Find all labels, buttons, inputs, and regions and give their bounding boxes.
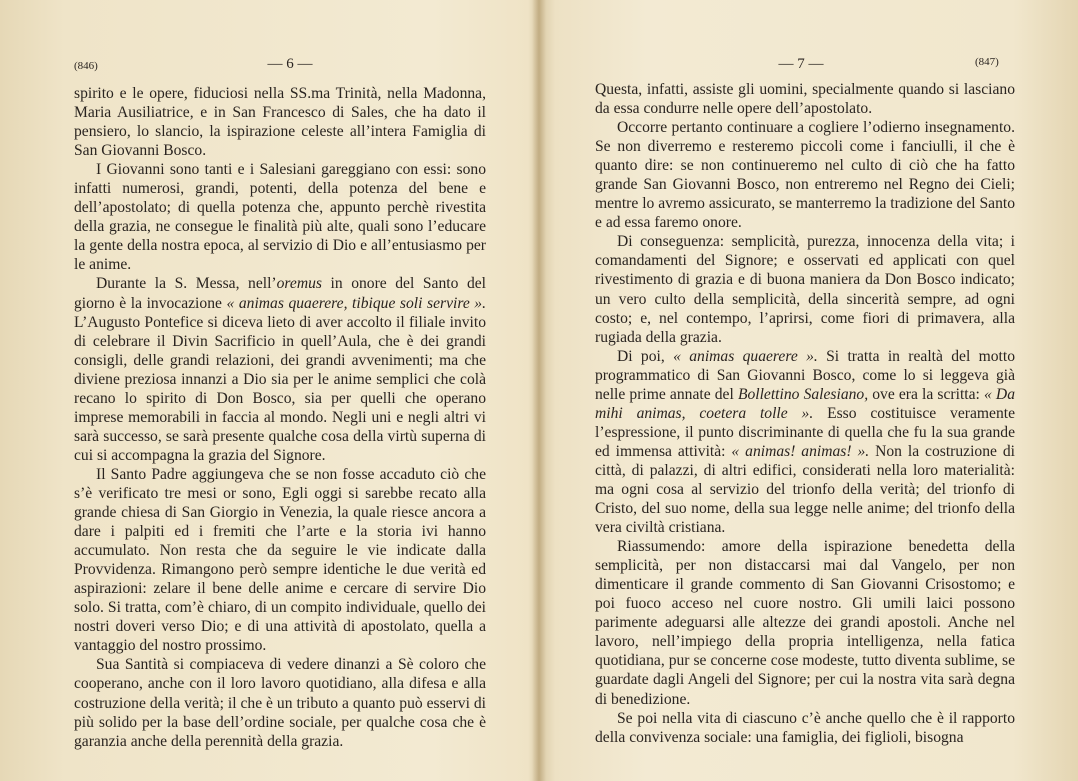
italic-quote: « animas quaerere, tibique soli servire ». — [226, 294, 486, 312]
italic-quote: « animas! animas! ». — [731, 442, 870, 460]
italic-quote: « Da mihi animas, coetera tolle ». — [595, 385, 1015, 422]
text-run: Di poi, — [617, 347, 674, 365]
right-page-folio: — 7 — — [778, 56, 824, 72]
left-page — [0, 0, 535, 781]
text-run: Si tratta in realtà del motto programmatico di San Giovanni Bosco, come lo si leggeva già nelle prime annate del — [595, 347, 1016, 403]
right-page-number-parenthetical: (847) — [975, 56, 999, 68]
paragraph: Riassumendo: amore della ispirazione benedetta della semplicità, per non distaccarsi mai dal Vangelo, per non dimenticare il grande commento di San Giovanni Crisostomo; e poi fuoco acceso nel cuore nostro. Gli umili laici possono parimente adeguarsi alle altezze dei grandi apostoli. Anche nel lavoro, nell’impiego della propria intelligenza, nella fatica quotidiana, pur se concerne cose modeste, tutto diventa sublime, se guardate dagli Angeli del Signore; per cui la nostra vita sarà degna di benedizione. — [595, 538, 1015, 708]
text-run: L’Augusto Pontefice si diceva lieto di aver accolto il filiale invito di celebrare il Divin Sacrificio in quell’Aula, che è dei grandi consigli, delle grandi relazioni, dei grandi avvenimenti; ma che diviene preziosa innanzi a Dio sia per le anime semplici che colà recano lo spirito di Don Bosco, sia per quelli che operano imprese memorabili in faccia al mondo. Negli uni e negli altri vi sarà successo, se sarà presente qualche cosa della virtù superna di cui si accompagna la grazia del Signore. — [74, 313, 486, 464]
paragraph: spirito e le opere, fiduciosi nella SS.ma Trinità, nella Madonna, Maria Ausiliatrice, e in San Francesco di Sales, che ha dato il pensiero, lo slancio, la ispirazione celeste all’intera Famiglia di San Giovanni Bosco. — [74, 85, 486, 160]
paragraph: Se poi nella vita di ciascuno c’è anche quello che è il rapporto della convivenza sociale: una famiglia, dei figlioli, bisogna — [595, 709, 1015, 746]
left-page-body — [74, 84, 486, 751]
paragraph: Il Santo Padre aggiungeva che se non fosse accaduto ciò che s’è verificato tre mesi or sono, Egli oggi si sarebbe recato alla grande chiesa di San Giorgio in Venezia, la quale riesce ancora a dare i palpiti ed i fremiti che l’arte e la storia ivi hanno accumulato. Non resta che da seguire le vie indicate dalla Provvidenza. Rimangono però sempre identiche le due verità ed aspirazioni: zelare il bene delle anime e cercare di servire Dio solo. Si tratta, com’è chiaro, di un compito individuale, quello dei nostri doveri verso Dio; e di una attività di apostolato, quella a vantaggio del nostro prossimo. — [74, 465, 486, 655]
paragraph: Questa, infatti, assiste gli uomini, specialmente quando si lasciano da essa condurre nelle opere dell’apostolato. — [595, 81, 1015, 118]
right-page — [545, 0, 1078, 781]
text-run: in onore del Santo del giorno è la invocazione — [74, 275, 486, 312]
text-run: Durante la S. Messa, nell’ — [96, 275, 277, 293]
italic-title: Bollettino Salesiano, — [737, 385, 869, 403]
paragraph: Sua Santità si compiaceva di vedere dinanzi a Sè coloro che cooperano, anche con il loro lavoro quotidiano, alla difesa e alla costruzione della verità; il che è un tributo a quanto può esservi di più solido per la base dell’ordine sociale, per qualche cosa che è garanzia anche della perennità della grazia. — [74, 656, 486, 750]
paragraph: Di conseguenza: semplicità, purezza, innocenza della vita; i comandamenti del Signore; e osservati ed applicati con quel rivestimento di grazia e di buona maniera da Don Bosco indicato; un vero culto della semplicità, della sincerità sempre, ad ogni costo; e, nel contempo, l’aprirsi, come fiori di primavera, alla rugiada della grazia. — [595, 233, 1015, 346]
paragraph: I Giovanni sono tanti e i Salesiani gareggiano con essi: sono infatti numerosi, grandi, potenti, della potenza del bene e dell’apostolato; di quella potenza che, appunto perchè rivestita della grazia, ne consegue le finalità più alte, quali sono l’educare la gente della nostra epoca, al servizio di Dio e all’entusiasmo per le anime. — [74, 161, 486, 274]
italic-quote: « animas quaerere ». — [673, 347, 818, 365]
paragraph — [595, 347, 1015, 537]
text-run: Esso costituisce veramente l’espressione, il punto discriminante di quella che fu la sua grande ed immensa attività: — [595, 404, 1015, 460]
paragraph — [74, 274, 486, 464]
text-run: Non la costruzione di città, di palazzi, di altri edifici, considerati nella loro materialità: ma ogni cosa al servizio del trionfo della verità; del trionfo di Cristo, del suo nome, della sua legge nelle anime; del trionfo della vera civiltà cristiana. — [595, 442, 1015, 537]
left-page-number-parenthetical: (846) — [74, 60, 98, 72]
right-page-body — [595, 80, 1015, 747]
italic-text: oremus — [276, 275, 322, 293]
text-run: ove era la scritta: — [868, 385, 984, 403]
paragraph: Occorre pertanto continuare a cogliere l’odierno insegnamento. Se non diverremo e resteremo piccoli come i fanciulli, il che è quanto dire: se non continueremo nel culto di ciò che ha fatto grande San Giovanni Bosco, non entreremo nel Regno dei Cieli; mentre lo avremo assicurato, se manterremo la tradizione del Santo e ad essa faremo onore. — [595, 119, 1016, 232]
left-page-folio: — 6 — — [267, 56, 313, 72]
